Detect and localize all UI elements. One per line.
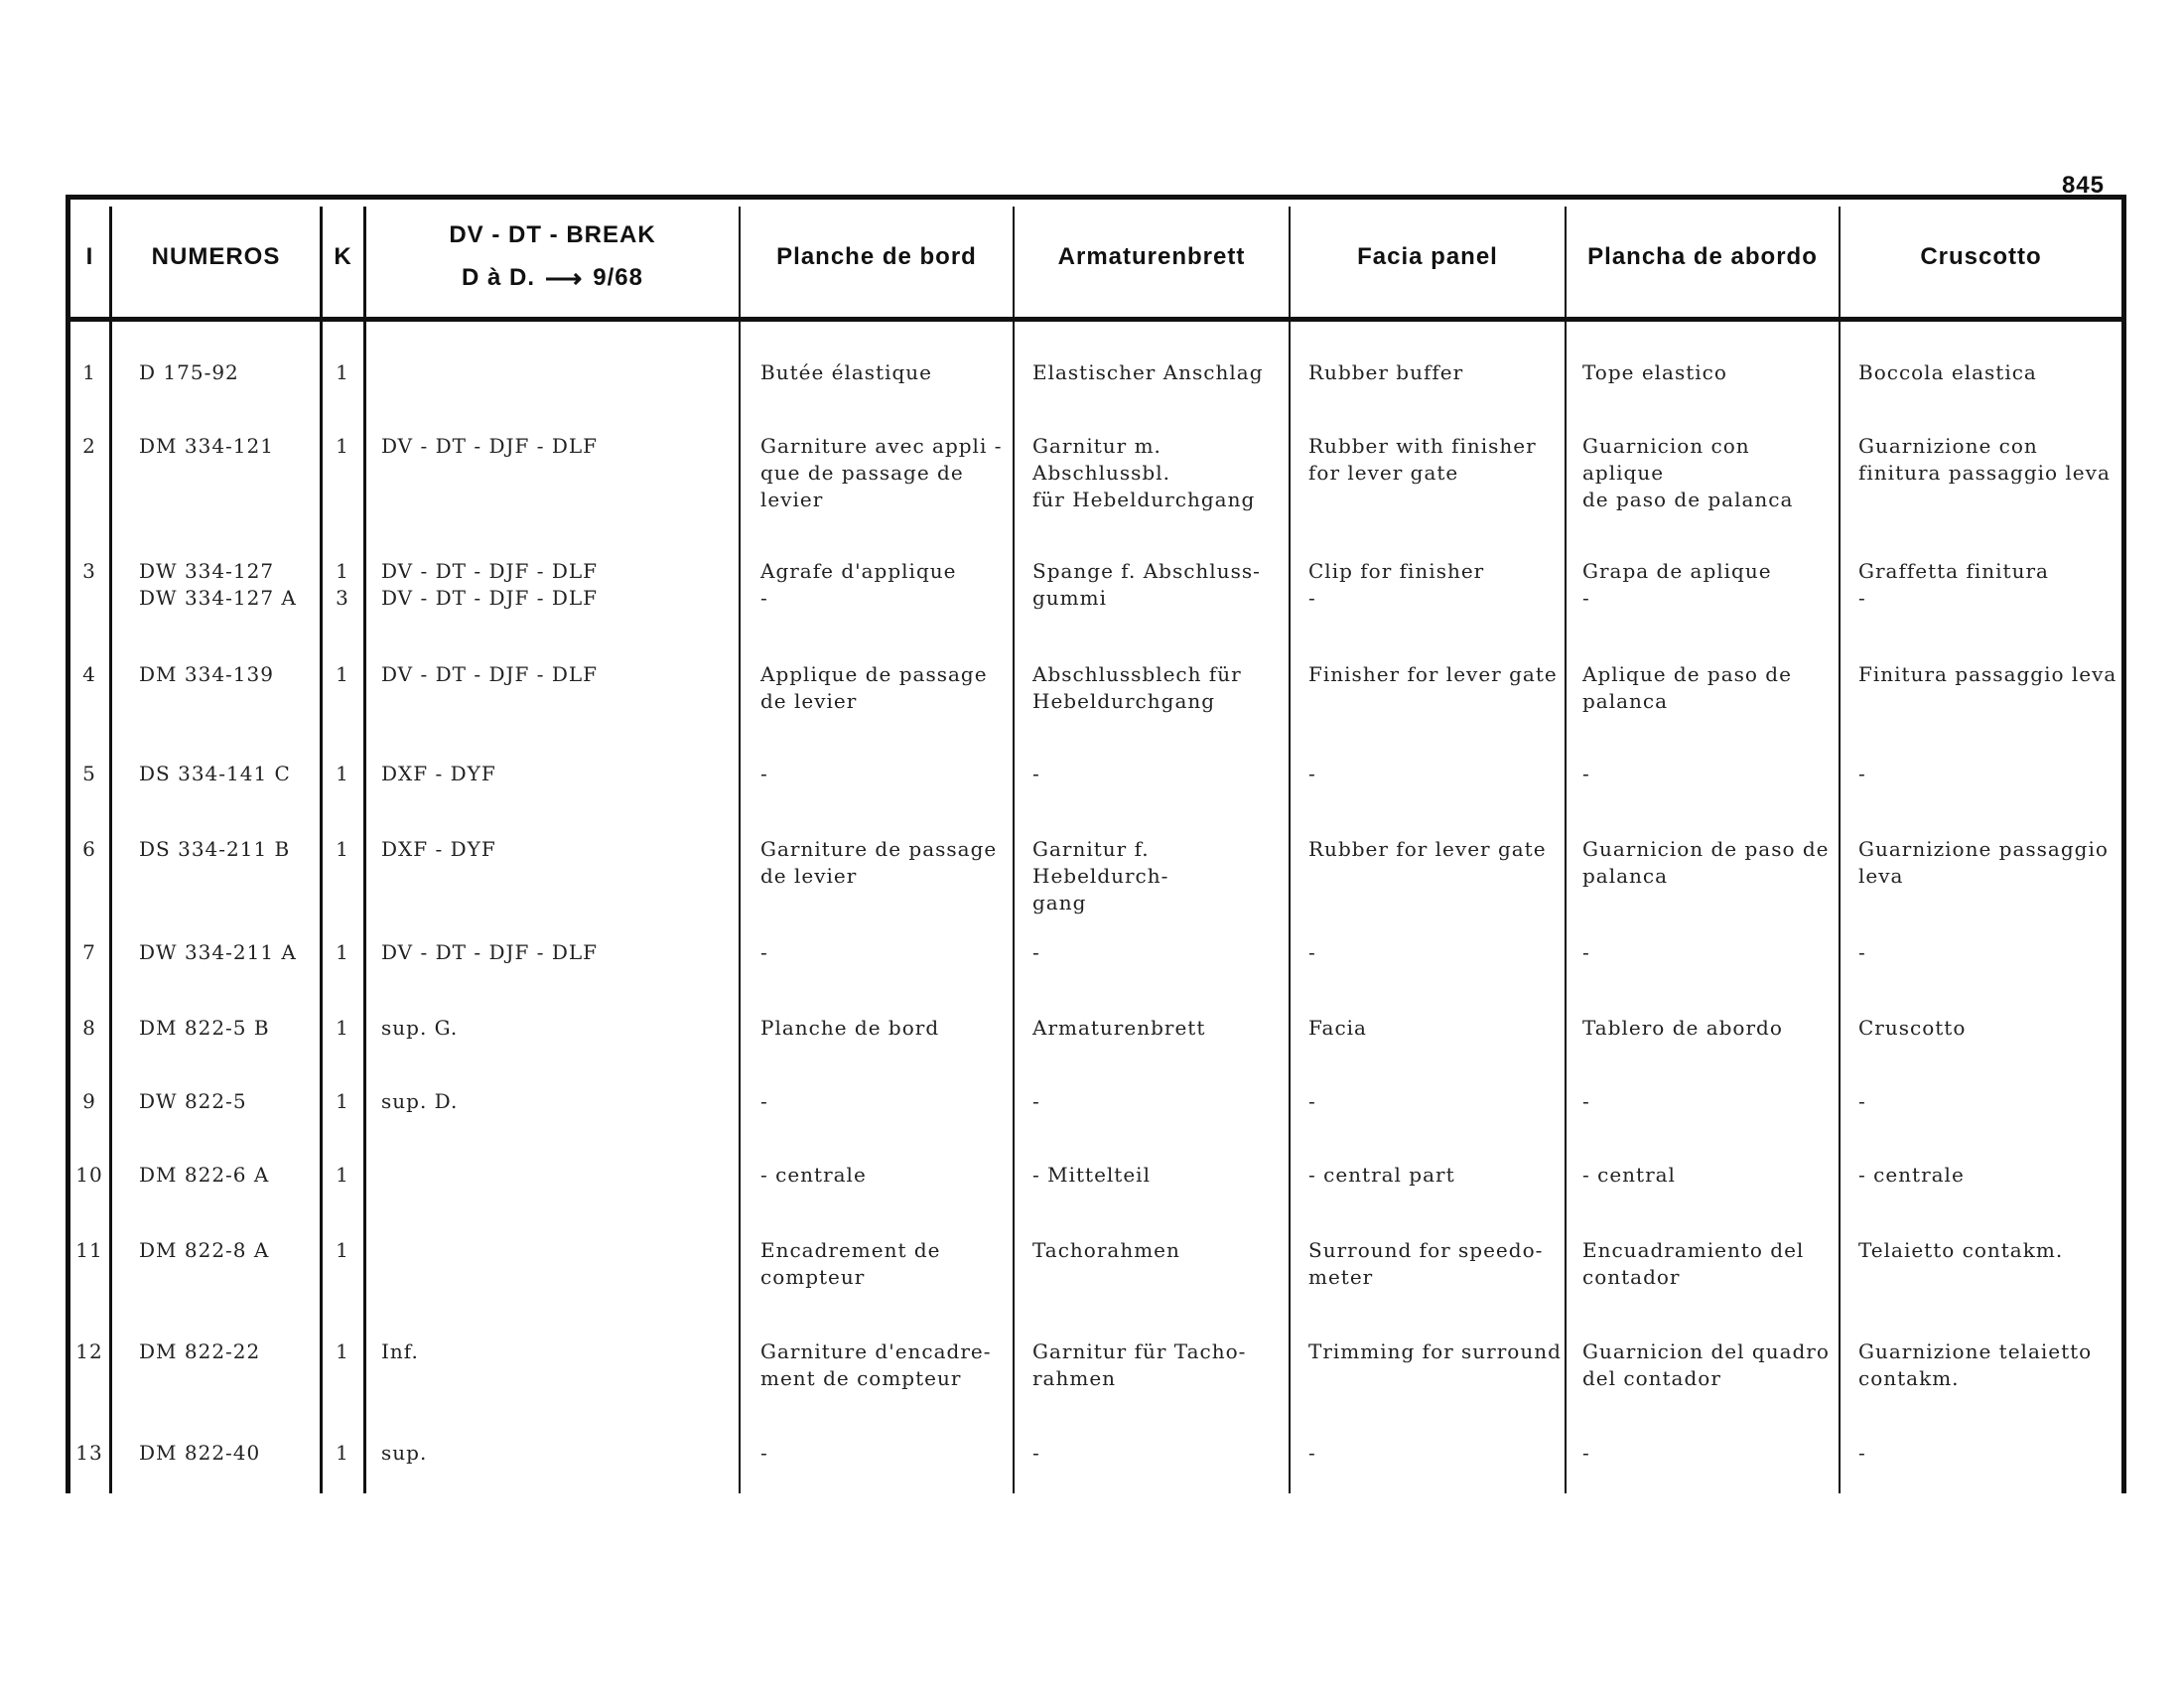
header-k: K xyxy=(334,243,352,270)
description-italian: - xyxy=(1858,1441,1866,1465)
description-english: - xyxy=(1308,762,1316,785)
description-french: Butée élastique xyxy=(760,360,933,384)
row-index: 2 xyxy=(82,434,96,458)
description-english: - central part xyxy=(1308,1163,1455,1187)
quantity: 1 xyxy=(336,360,349,384)
description-english: Surround for speedo- meter xyxy=(1308,1238,1544,1289)
model-applicability: DV - DT - DJF - DLF xyxy=(381,662,599,686)
part-number: DW 334-127 DW 334-127 A xyxy=(139,559,297,610)
description-italian: Guarnizione telaietto contakm. xyxy=(1858,1339,2093,1390)
quantity: 1 xyxy=(336,1016,349,1040)
model-applicability: sup. D. xyxy=(381,1089,459,1113)
column-rule xyxy=(739,207,741,1493)
description-english: Facia xyxy=(1308,1016,1367,1040)
description-english: - xyxy=(1308,940,1316,964)
description-french: Garniture de passage de levier xyxy=(760,837,998,888)
row-index: 11 xyxy=(75,1238,103,1262)
part-number: D 175-92 xyxy=(139,360,239,384)
model-applicability: DV - DT - DJF - DLF xyxy=(381,940,599,964)
column-rule xyxy=(320,207,323,1493)
description-spanish: Grapa de aplique - xyxy=(1582,559,1772,610)
description-english: Trimming for surround xyxy=(1308,1339,1562,1363)
description-italian: Graffetta finitura - xyxy=(1858,559,2049,610)
page-number: 845 xyxy=(2061,172,2105,199)
description-english: - xyxy=(1308,1089,1316,1113)
part-number: DW 822-5 xyxy=(139,1089,247,1113)
header-models-line2 xyxy=(462,263,643,294)
row-index: 12 xyxy=(75,1339,103,1363)
description-italian: Guarnizione con finitura passaggio leva xyxy=(1858,434,2111,485)
description-french: - xyxy=(760,1089,768,1113)
description-german: - Mittelteil xyxy=(1032,1163,1151,1187)
header-rule xyxy=(66,317,2126,322)
row-index: 8 xyxy=(82,1016,96,1040)
column-rule xyxy=(1013,207,1015,1493)
description-spanish: - xyxy=(1582,1089,1590,1113)
row-index: 1 xyxy=(82,360,96,384)
description-italian: Boccola elastica xyxy=(1858,360,2037,384)
description-english: - xyxy=(1308,1441,1316,1465)
row-index: 7 xyxy=(82,940,96,964)
description-french: Agrafe d'applique - xyxy=(760,559,957,610)
description-english: Rubber for lever gate xyxy=(1308,837,1547,861)
description-italian: Telaietto contakm. xyxy=(1858,1238,2064,1262)
description-spanish: Aplique de paso de palanca xyxy=(1582,662,1792,713)
model-applicability: DXF - DYF xyxy=(381,837,496,861)
description-french: - centrale xyxy=(760,1163,867,1187)
part-number: DW 334-211 A xyxy=(139,940,297,964)
header-spanish: Plancha de abordo xyxy=(1587,243,1818,270)
description-german: Garnitur für Tacho- rahmen xyxy=(1032,1339,1247,1390)
description-french: Garniture d'encadre- ment de compteur xyxy=(760,1339,992,1390)
description-german: Abschlussblech für Hebeldurchgang xyxy=(1032,662,1242,713)
description-spanish: Guarnicion del quadro del contador xyxy=(1582,1339,1830,1390)
description-german: - xyxy=(1032,762,1040,785)
description-french: Encadrement de compteur xyxy=(760,1238,941,1289)
quantity: 1 3 xyxy=(336,559,349,610)
model-applicability: DXF - DYF xyxy=(381,762,496,785)
description-spanish: Encuadramiento del contador xyxy=(1582,1238,1805,1289)
part-number: DM 822-6 A xyxy=(139,1163,270,1187)
description-english: Rubber buffer xyxy=(1308,360,1464,384)
description-german: Elastischer Anschlag xyxy=(1032,360,1264,384)
column-rule xyxy=(109,207,112,1493)
description-french: Planche de bord xyxy=(760,1016,940,1040)
header-models-from: D à D. xyxy=(461,264,535,291)
header-index: I xyxy=(85,243,94,270)
header-numeros: NUMEROS xyxy=(151,243,281,270)
header-models-date: 9/68 xyxy=(593,264,643,291)
row-index: 6 xyxy=(82,837,96,861)
model-applicability: DV - DT - DJF - DLF xyxy=(381,434,599,458)
description-italian: - xyxy=(1858,940,1866,964)
description-french: Garniture avec appli - que de passage de levier xyxy=(760,434,1003,511)
description-german: - xyxy=(1032,940,1040,964)
description-spanish: - central xyxy=(1582,1163,1676,1187)
header-german: Armaturenbrett xyxy=(1057,243,1246,270)
description-german: Spange f. Abschluss- gummi xyxy=(1032,559,1261,610)
column-rule xyxy=(363,207,366,1493)
description-spanish: Tablero de abordo xyxy=(1582,1016,1783,1040)
arrow-right-icon: ⟶ xyxy=(545,262,584,293)
description-english: Rubber with finisher for lever gate xyxy=(1308,434,1537,485)
model-applicability: sup. xyxy=(381,1441,428,1465)
row-index: 13 xyxy=(75,1441,103,1465)
description-spanish: Guarnicion de paso de palanca xyxy=(1582,837,1830,888)
part-number: DM 334-139 xyxy=(139,662,274,686)
column-rule xyxy=(1839,207,1841,1493)
row-index: 9 xyxy=(82,1089,96,1113)
row-index: 5 xyxy=(82,762,96,785)
description-english: Clip for finisher - xyxy=(1308,559,1485,610)
quantity: 1 xyxy=(336,762,349,785)
description-german: - xyxy=(1032,1089,1040,1113)
description-italian: - xyxy=(1858,762,1866,785)
part-number: DS 334-211 B xyxy=(139,837,291,861)
part-number: DM 822-40 xyxy=(139,1441,261,1465)
description-spanish: - xyxy=(1582,762,1590,785)
part-number: DM 822-22 xyxy=(139,1339,261,1363)
quantity: 1 xyxy=(336,1163,349,1187)
header-french: Planche de bord xyxy=(776,243,977,270)
quantity: 1 xyxy=(336,1089,349,1113)
description-english: Finisher for lever gate xyxy=(1308,662,1558,686)
description-german: Garnitur f. Hebeldurch- gang xyxy=(1032,837,1169,914)
description-italian: - xyxy=(1858,1089,1866,1113)
description-french: - xyxy=(760,1441,768,1465)
column-rule xyxy=(1565,207,1567,1493)
description-spanish: Guarnicion con aplique de paso de palanca xyxy=(1582,434,1794,511)
description-spanish: - xyxy=(1582,1441,1590,1465)
quantity: 1 xyxy=(336,434,349,458)
description-italian: Cruscotto xyxy=(1858,1016,1967,1040)
description-french: - xyxy=(760,940,768,964)
model-applicability: Inf. xyxy=(381,1339,419,1363)
description-italian: Finitura passaggio leva xyxy=(1858,662,2117,686)
part-number: DM 822-8 A xyxy=(139,1238,270,1262)
column-rule xyxy=(1289,207,1291,1493)
description-german: Tachorahmen xyxy=(1032,1238,1180,1262)
description-italian: - centrale xyxy=(1858,1163,1965,1187)
quantity: 1 xyxy=(336,1238,349,1262)
header-italian: Cruscotto xyxy=(1920,243,2042,270)
description-german: - xyxy=(1032,1441,1040,1465)
part-number: DM 822-5 B xyxy=(139,1016,270,1040)
description-italian: Guarnizione passaggio leva xyxy=(1858,837,2109,888)
description-french: - xyxy=(760,762,768,785)
description-german: Garnitur m. Abschlussbl. für Hebeldurchgang xyxy=(1032,434,1256,511)
header-models-line1: DV - DT - BREAK xyxy=(449,220,656,248)
quantity: 1 xyxy=(336,837,349,861)
part-number: DM 334-121 xyxy=(139,434,274,458)
row-index: 10 xyxy=(75,1163,103,1187)
quantity: 1 xyxy=(336,940,349,964)
description-spanish: - xyxy=(1582,940,1590,964)
description-spanish: Tope elastico xyxy=(1582,360,1727,384)
part-number: DS 334-141 C xyxy=(139,762,291,785)
row-index: 4 xyxy=(82,662,96,686)
model-applicability: DV - DT - DJF - DLF DV - DT - DJF - DLF xyxy=(381,559,599,610)
row-index: 3 xyxy=(82,559,96,583)
description-german: Armaturenbrett xyxy=(1032,1016,1206,1040)
model-applicability: sup. G. xyxy=(381,1016,459,1040)
header-models xyxy=(366,203,739,312)
quantity: 1 xyxy=(336,662,349,686)
quantity: 1 xyxy=(336,1441,349,1465)
quantity: 1 xyxy=(336,1339,349,1363)
header-english: Facia panel xyxy=(1357,243,1498,270)
description-french: Applique de passage de levier xyxy=(760,662,988,713)
